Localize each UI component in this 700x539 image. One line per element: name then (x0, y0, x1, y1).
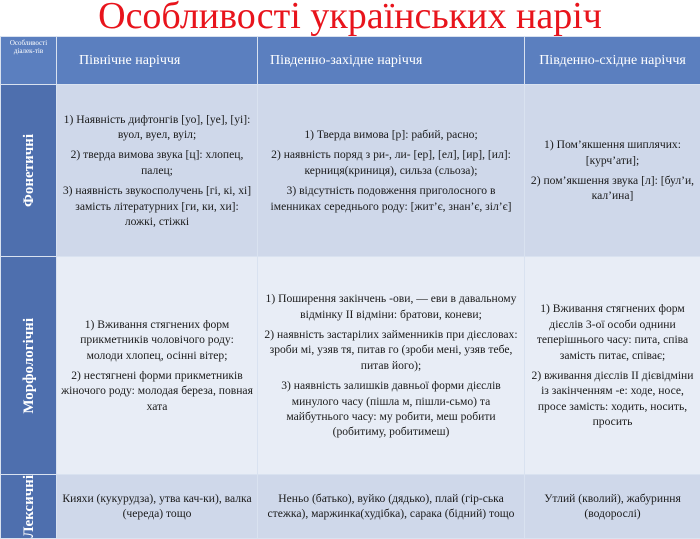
cell-paragraph: 1) Поширення закінчень -ови, — еви в давальному відмінку ІІ відміни: братови, коневи; (262, 291, 520, 322)
cell-paragraph: 1) Вживання стягнених форм прикметників чоловічого роду: молоди хлопец, осінні вітер; (61, 317, 253, 363)
column-header-label: Південно-західне наріччя (270, 53, 422, 68)
cell-paragraph: 2) наявність застарілих займенників при дієсловах: зроби мі, узяв тя, питав го (зроби мені, узяв тебе, питав його); (262, 327, 520, 373)
row-header-phonetic (1, 85, 57, 257)
row-header-label: Фонетичні (20, 134, 38, 207)
table-header-row (1, 37, 700, 85)
row-header-label: Морфологічні (20, 318, 38, 414)
cell-paragraph: 1) Тверда вимова [р]: рабий, расно; (262, 127, 520, 142)
cell-lexical-north (57, 475, 258, 539)
cell-phonetic-southwest (258, 85, 525, 257)
cell-paragraph: 3) відсутність подовження приголосного в іменниках середнього роду: [жит’є, знан’є, зіл’є] (262, 183, 520, 214)
column-header-label: Південно-східне наріччя (539, 53, 686, 68)
cell-paragraph: Кияхи (кукурудза), утва кач-ки), валка (череда) тощо (61, 491, 253, 522)
cell-paragraph: Неньо (батько), вуйко (дядько), плай (гір-ська стежка), маржинка(худібка), сарака (бідний) тощо (262, 491, 520, 522)
cell-paragraph: 3) наявність звукосполучень [гі, кі, хі] замість літературних [ги, ки, хи]: ложкі, стіжкі (61, 183, 253, 229)
corner-header-cell (1, 37, 57, 85)
row-header-morphological (1, 257, 57, 475)
row-header-lexical (1, 475, 57, 539)
table-row-phonetic (1, 85, 700, 257)
cell-paragraph: 1) Вживання стягнених форм дієслів 3-ої особи однини теперішнього часу: пита, співа замість питає, співає; (529, 301, 696, 363)
column-header-label: Північне наріччя (79, 53, 180, 68)
row-header-label: Лексичні (20, 475, 38, 538)
cell-lexical-southeast (525, 475, 700, 539)
column-header-southwest (258, 37, 525, 85)
cell-paragraph: 2) нестягнені форми прикметників жіночого роду: молодая береза, повная хата (61, 368, 253, 414)
cell-phonetic-southeast (525, 85, 700, 257)
column-header-southeast (525, 37, 700, 85)
cell-paragraph: Утлий (кволий), жабуриння (водорослі) (529, 491, 696, 522)
cell-paragraph: 2) вживання дієслів ІІ дієвідміни із закінченням -е: ходе, носе, просе замість: ходить, носить, просить (529, 368, 696, 430)
cell-morphological-north (57, 257, 258, 475)
cell-phonetic-north (57, 85, 258, 257)
cell-morphological-southeast (525, 257, 700, 475)
cell-paragraph: 1) Наявність дифтонгів [уо], [уе], [уі]: вуол, вуел, вуіл; (61, 112, 253, 143)
column-header-north (57, 37, 258, 85)
cell-paragraph: 2) пом’якшення звука [л]: [бул’и, кал’ина] (529, 173, 696, 204)
table-row-lexical (1, 475, 700, 539)
cell-morphological-southwest (258, 257, 525, 475)
cell-lexical-southwest (258, 475, 525, 539)
slide-title: Особливості українських наріч (0, 0, 700, 36)
cell-paragraph: 2) наявність поряд з ри-, ли- [ер], [ел], [ир], [ил]: керниця(криниця), сильза (сльоза); (262, 147, 520, 178)
dialect-features-table (0, 36, 700, 539)
table-row-morphological (1, 257, 700, 475)
cell-paragraph: 2) тверда вимова звука [ц]: хлопец, палец; (61, 147, 253, 178)
cell-paragraph: 3) наявність залишків давньої форми дієслів минулого часу (пішла м, пішли-сьмо) та майбутнього часу: му робити, меш робити (робитиму, робитимеш) (262, 378, 520, 440)
corner-header-label: Особливості діалек-тів (10, 39, 47, 55)
cell-paragraph: 1) Пом’якшення шиплячих: [курч’ати]; (529, 137, 696, 168)
